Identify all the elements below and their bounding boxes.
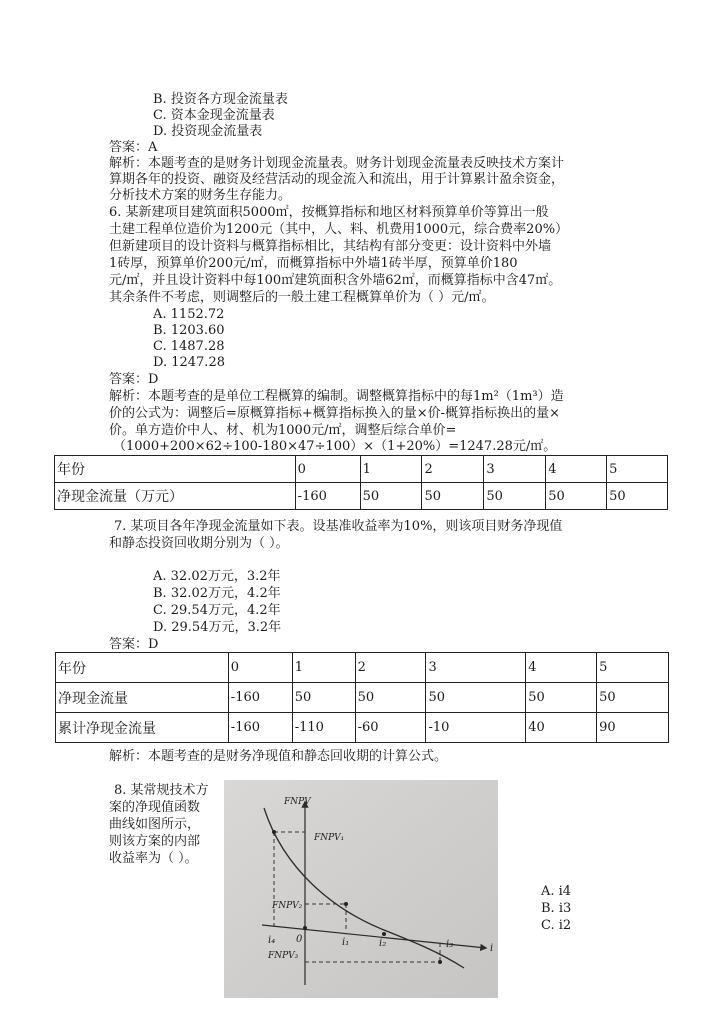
q6-option-c: C. 1487.28 <box>153 339 225 354</box>
curve-point <box>303 926 307 930</box>
q7-analysis: 解析：本题考查的是财务净现值和静态回收期的计算公式。 <box>109 749 448 764</box>
q8-stem-line: 收益率为（ ）。 <box>109 851 198 866</box>
table-cell: 累计净现金流量 <box>56 713 229 743</box>
q5-option-c: C. 资本金现金流量表 <box>153 108 275 123</box>
table-cell: 50 <box>422 483 484 510</box>
q6-analysis-line: 价。单方造价中人、材、机为1000元/㎡，调整后综合单价= <box>109 423 457 438</box>
q6-stem-line: 1砖厚，预算单价200元/㎡，而概算指标中外墙1砖半厚，预算单价180 <box>109 256 518 271</box>
curve-point <box>438 960 442 964</box>
i1-label: i₁ <box>342 937 350 948</box>
table-cell: 50 <box>607 483 668 510</box>
q6-analysis-line: 价的公式为：调整后=原概算指标+概算指标换入的量×价-概算指标换出的量× <box>109 406 560 421</box>
curve-point <box>382 932 386 936</box>
table-cell: 50 <box>360 483 422 510</box>
q8-option-c: C. i2 <box>541 918 572 933</box>
q7-stem-line: 和静态投资回收期分别为（ ）。 <box>109 536 289 551</box>
table-cell: 50 <box>526 683 597 713</box>
q7-answer: 答案：D <box>109 637 159 652</box>
q6-stem-line: 但新建项目的设计资料与概算指标相比，其结构有部分变更：设计资料中外墙 <box>109 239 552 254</box>
table-row <box>56 683 669 713</box>
table-cell: 净现金流量 <box>56 683 229 713</box>
q7-option-b: B. 32.02万元，4.2年 <box>153 586 281 601</box>
table-cell: 年份 <box>56 653 229 683</box>
table-cell: 0 <box>295 456 360 483</box>
table-cell: 2 <box>422 456 484 483</box>
table-cell: 40 <box>526 713 597 743</box>
q7-option-a: A. 32.02万元，3.2年 <box>153 569 281 584</box>
table-cell: 2 <box>355 653 426 683</box>
table-cell: -10 <box>426 713 526 743</box>
table-cell: -60 <box>355 713 426 743</box>
table-cell: -160 <box>295 483 360 510</box>
q7-option-c: C. 29.54万元，4.2年 <box>153 603 281 618</box>
table-cell: 年份 <box>55 456 296 483</box>
q5-option-d: D. 投资现金流量表 <box>153 124 263 139</box>
table-cell: 50 <box>292 683 355 713</box>
npv1-label: FNPV₁ <box>314 833 345 843</box>
table-cell: 1 <box>292 653 355 683</box>
table-row <box>56 653 669 683</box>
table-cell: -160 <box>228 713 292 743</box>
table-cell: 4 <box>526 653 597 683</box>
q6-stem-line: 元/㎡，并且设计资料中每100㎡建筑面积含外墙62㎡，而概算指标中含47㎡。 <box>109 273 562 288</box>
table-cell: -160 <box>228 683 292 713</box>
q8-option-b: B. i3 <box>541 901 572 916</box>
q5-analysis-line: 解析：本题考查的是财务计划现金流量表。财务计划现金流量表反映技术方案计 <box>109 156 565 171</box>
table-cell: 90 <box>597 713 669 743</box>
table-cell: 50 <box>597 683 669 713</box>
q6-option-b: B. 1203.60 <box>153 323 225 338</box>
q6-stem-line: 其余条件不考虑，则调整后的一般土建工程概算单价为（ ）元/㎡。 <box>109 290 495 305</box>
table-cell: 5 <box>597 653 669 683</box>
table-cell: 5 <box>607 456 668 483</box>
table-cell: 3 <box>484 456 546 483</box>
q5-analysis-line: 算期各年的投资、融资及经营活动的现金流入和流出，用于计算累计盈余资金， <box>109 172 565 187</box>
i2-label: i₂ <box>379 938 387 949</box>
cumulative-cashflow-table <box>55 652 669 743</box>
table-cell: 50 <box>484 483 546 510</box>
q6-answer: 答案：D <box>109 372 159 387</box>
table-row <box>55 456 668 483</box>
i3-label: i₃ <box>446 939 454 950</box>
q6-option-a: A. 1152.72 <box>153 307 225 322</box>
q7-option-d: D. 29.54万元，3.2年 <box>153 620 282 635</box>
q8-option-a: A. i4 <box>541 884 572 899</box>
q8-stem-line: 则该方案的内部 <box>109 834 201 849</box>
npv2-label: FNPV₂ <box>272 901 303 911</box>
y-axis-label: FNPV <box>284 797 311 807</box>
npv-curve-figure <box>224 780 498 998</box>
table-cell: 4 <box>546 456 607 483</box>
table-cell: 50 <box>426 683 526 713</box>
q6-analysis-formula: （1000+200×62÷100-180×47÷100）×（1+20%）=1247.28元/㎡。 <box>113 439 557 454</box>
q8-stem-line: 案的净现值函数 <box>109 800 201 815</box>
q6-stem-line: 6. 某新建项目建筑面积5000㎡，按概算指标和地区材料预算单价等算出一般 <box>109 205 549 220</box>
q6-stem-line: 土建工程单位造价为1200元（其中，人、料、机费用1000元，综合费率20%） <box>109 222 569 237</box>
origin-label: 0 <box>296 934 303 945</box>
table-cell: 0 <box>228 653 292 683</box>
table-row <box>55 483 668 510</box>
npv3-label: FNPV₃ <box>268 951 299 961</box>
table-cell: 净现金流量（万元） <box>55 483 296 510</box>
q5-analysis-line: 分析技术方案的财务生存能力。 <box>109 188 292 203</box>
table-cell: -110 <box>292 713 355 743</box>
q7-stem-line: 7. 某项目各年净现金流量如下表。设基准收益率为10%，则该项目财务净现值 <box>114 519 563 534</box>
curve-point <box>344 902 348 906</box>
x-axis-label: i <box>490 943 494 954</box>
cashflow-table <box>54 455 668 510</box>
q8-stem-line: 8. 某常规技术方 <box>114 783 209 798</box>
q8-stem-line: 曲线如图所示， <box>109 817 201 832</box>
i4-label: i₄ <box>268 935 276 946</box>
table-row <box>56 713 669 743</box>
table-cell: 3 <box>426 653 526 683</box>
table-cell: 50 <box>355 683 426 713</box>
table-cell: 50 <box>546 483 607 510</box>
q6-analysis-line: 解析：本题考查的是单位工程概算的编制。调整概算指标中的每1m²（1m³）造 <box>109 389 564 404</box>
q5-answer: 答案：A <box>109 140 158 155</box>
curve-point <box>272 830 276 834</box>
table-cell: 1 <box>360 456 422 483</box>
q5-option-b: B. 投资各方现金流量表 <box>153 92 288 107</box>
q6-option-d: D. 1247.28 <box>153 355 225 370</box>
